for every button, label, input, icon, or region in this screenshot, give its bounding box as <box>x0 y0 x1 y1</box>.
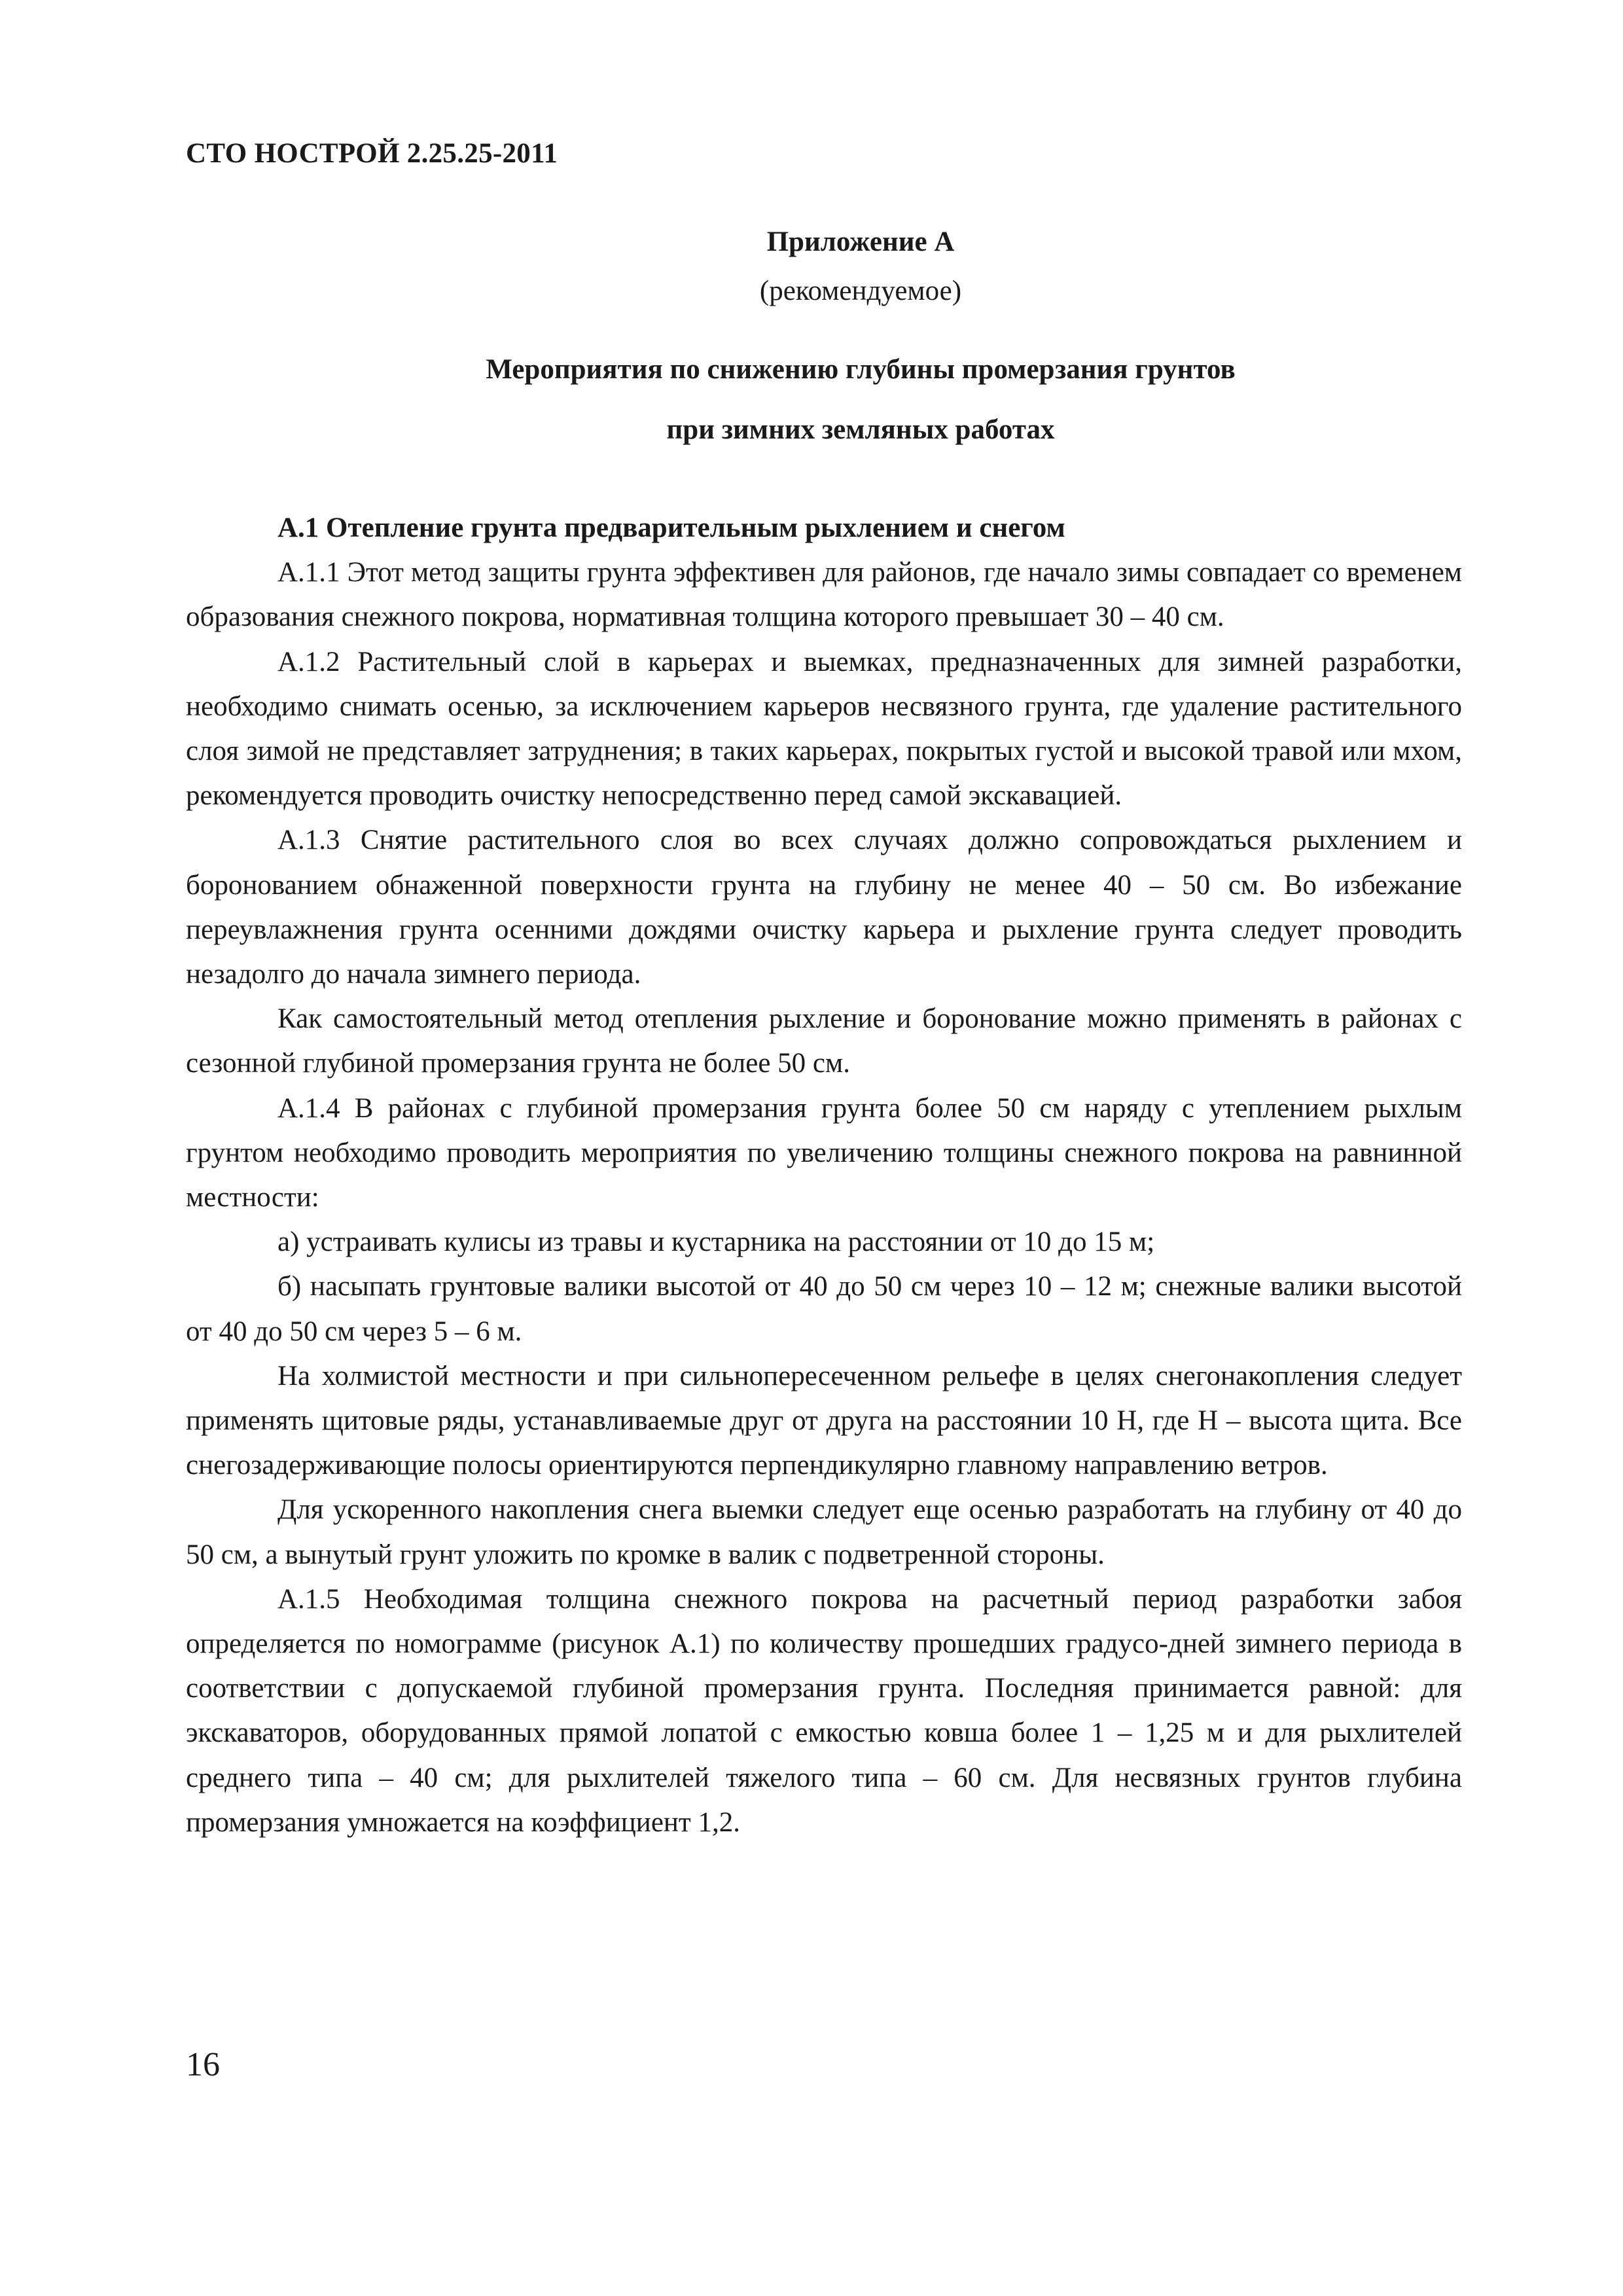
document-code: СТО НОСТРОЙ 2.25.25-2011 <box>186 138 558 169</box>
paragraph-a-1-4: А.1.4 В районах с глубиной промерзания грунта более 50 см наряду с утеплением рыхлым грунтом необходимо проводить мероприятия по увеличению толщины снежного покрова на равнинной местности: <box>186 1092 1462 1213</box>
list-item-a: а) устраивать кулисы из травы и кустарника на расстоянии от 10 до 15 м; <box>277 1227 1155 1258</box>
body-text <box>186 506 1462 1845</box>
paragraph-a-1-1: А.1.1 Этот метод защиты грунта эффективен для районов, где начало зимы совпадает со временем образования снежного покрова, нормативная толщина которого превышает 30 – 40 см. <box>186 557 1462 633</box>
paragraph-loosening: Как самостоятельный метод отепления рыхление и боронование можно применять в районах с сезонной глубиной промерзания грунта не более 50 см. <box>186 1003 1462 1079</box>
paragraph-a-1-5: А.1.5 Необходимая толщина снежного покрова на расчетный период разработки забоя определяется по номограмме (рисунок А.1) по количеству прошедших градусо-дней зимнего периода в соответствии с допускаемой глубиной промерзания грунта. Последняя принимается равной: для экскаваторов, оборудованных прямой лопатой с емкостью ковша более 1 – 1,25 м и для рыхлителей среднего типа – 40 см; для рыхлителей тяжелого типа – 60 см. Для несвязных грунтов глубина промерзания умножается на коэффициент 1,2. <box>186 1583 1462 1838</box>
paragraph-snow-accumulation: Для ускоренного накопления снега выемки следует еще осенью разработать на глубину от 40 до 50 см, а вынутый грунт уложить по кромке в валик с подветренной стороны. <box>186 1494 1462 1570</box>
list-item-b: б) насыпать грунтовые валики высотой от 40 до 50 см через 10 – 12 м; снежные валики высотой от 40 до 50 см через 5 – 6 м. <box>186 1271 1462 1347</box>
appendix-subtitle: (рекомендуемое) <box>759 276 962 306</box>
appendix-heading-line-1: Мероприятия по снижению глубины промерзания грунтов <box>486 354 1236 385</box>
paragraph-a-1-2: А.1.2 Растительный слой в карьерах и выемках, предназначенных для зимней разработки, необходимо снимать осенью, за исключением карьеров несвязного грунта, где удаление растительного слоя зимой не представляет затруднения; в таких карьерах, покрытых густой и высокой травой или мхом, рекомендуется проводить очистку непосредственно перед самой экскавацией. <box>186 646 1462 812</box>
paragraph-hilly-terrain: На холмистой местности и при сильнопересеченном рельефе в целях снегонакопления следует применять щитовые ряды, устанавливаемые друг от друга на расстоянии 10 Н, где Н – высота щита. Все снегозадерживающие полосы ориентируются перпендикулярно главному направлению ветров. <box>186 1360 1462 1481</box>
page-number: 16 <box>186 2046 220 2083</box>
appendix-title: Приложение А <box>766 226 955 257</box>
appendix-heading-line-2: при зимних земляных работах <box>666 414 1055 445</box>
paragraph-a-1-3: А.1.3 Снятие растительного слоя во всех случаях должно сопровождаться рыхлением и боронованием обнаженной поверхности грунта на глубину не менее 40 – 50 см. Во избежание переувлажнения грунта осенними дождями очистку карьера и рыхление грунта следует проводить незадолго до начала зимнего периода. <box>186 825 1462 990</box>
section-heading: А.1 Отепление грунта предварительным рыхлением и снегом <box>277 512 1065 543</box>
